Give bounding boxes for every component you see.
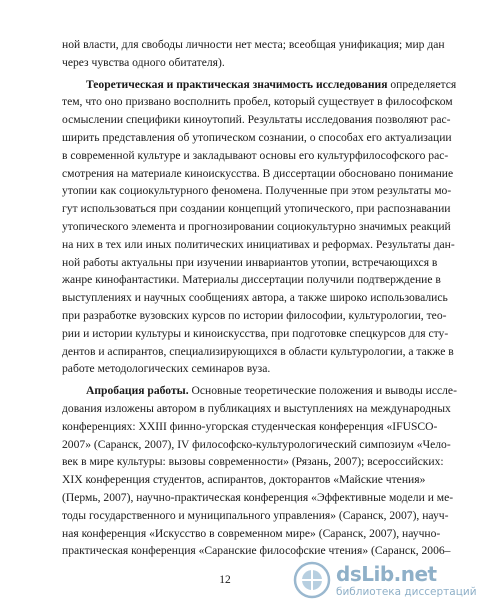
line-text: гут использоваться при создании концепций утопического, при распознавании [62,202,451,216]
text-line [62,131,452,145]
bold-heading: Апробация работы. [86,384,189,398]
text-line [62,419,438,434]
line-text: тоды государственного и муниципального управления» (Саранск, 2007), науч- [62,508,449,522]
line-text: ной работы актуальны при изучении инвариантов утопии, встречающихся в [62,255,438,269]
line-text: утопического элемента и прогнозировании социокультурно значимых реакций [62,220,451,233]
watermark-subtitle: библиотека диссертаций [336,586,477,598]
line-text: работе методологических семинаров вуза. [62,362,271,376]
text-line [86,77,457,92]
line-text: определяется [387,77,457,91]
text-line [62,455,444,469]
line-text: конференциях: XXIII финно-угорская студенческая конференция «IFUSCO- [62,419,438,433]
text-line [62,237,455,252]
text-line [62,148,449,163]
line-text: тем, что оно призвано восполнить пробел, который существует в философском [62,95,453,109]
dslib-logo-icon [292,560,332,600]
text-line [62,56,424,70]
line-text: XIX конференция студентов, аспирантов, докторантов «Майские чтения» [62,473,426,487]
line-text: дентов и аспирантов, специализирующихся в области культурологии, а также в [62,344,454,358]
text-line [62,473,424,487]
text-line [62,166,454,181]
line-text: утопии как социокультурного феномена. Полученные при этом результаты мо- [62,184,452,198]
line-text: смотрения на материале киноискусства. В диссертации обосновано понимание [62,166,454,180]
line-text: при разработке вузовских курсов по истории философии, культурологии, тео- [62,309,447,322]
line-text: век в мире культуры: вызовы современности» (Рязань, 2007); всероссийских: [62,455,444,469]
text-line [62,273,441,287]
line-text: на них в тех или иных политических инициативах и реформах. Результаты дан- [62,237,455,251]
line-text: 2007» (Саранск, 2007), IV философско-культурологический симпозиум «Чело- [62,437,451,451]
text-line [86,384,457,398]
line-text: осмыслении специфики киноутопий. Результаты исследования позволяют рас- [62,113,451,127]
text-line [62,38,445,52]
text-line [62,344,454,359]
line-text: ной власти, для свободы личности нет места; всеобщая унификация; мир дан [62,38,445,51]
line-text: жанре кинофантастики. Материалы диссертации получили подтверждение в [62,273,441,287]
line-text: ная конференция «Искусство в современном мире» (Саранск, 2007), научно- [62,526,441,540]
text-line [62,491,454,505]
line-text: дования изложены автором в публикациях и выступлениях на международных [62,402,451,415]
line-text: (Пермь, 2007), научно-практическая конференция «Эффективные модели и ме- [62,491,454,504]
line-text: Основные теоретические положения и выводы иссле- [188,384,457,398]
text-line [62,437,451,452]
text-line [62,291,448,305]
line-text: через чувства одного обитателя). [62,55,225,69]
text-line [62,362,424,376]
text-line [62,326,449,341]
text-line [62,220,451,234]
watermark [292,560,477,604]
line-text: практическая конференция «Саранские философские чтения» (Саранск, 2006– [62,544,451,558]
line-text: рии и истории культуры и киноискусства, при подготовке спецкурсов для сту- [62,326,449,340]
text-line [62,255,438,270]
watermark-brand: dsLib.net [336,562,437,586]
line-text: в современной культуре и закладывают основы его культурфилософского рас- [62,148,449,162]
page-number: 12 [219,574,231,586]
text-line [62,544,451,558]
text-line [62,402,451,416]
text-line [62,95,453,109]
line-text: выступлениях и научных сообщениях автора, а также широко использовались [62,291,448,305]
bold-heading: Теоретическая и практическая значимость исследования [86,77,388,91]
text-line [62,309,447,323]
text-line [62,184,452,198]
text-line [62,508,449,523]
text-line [62,526,441,541]
text-line [62,202,451,216]
line-text: ширить представления об утопическом сознании, о способах его актуализации [62,131,452,144]
text-line [62,113,451,127]
